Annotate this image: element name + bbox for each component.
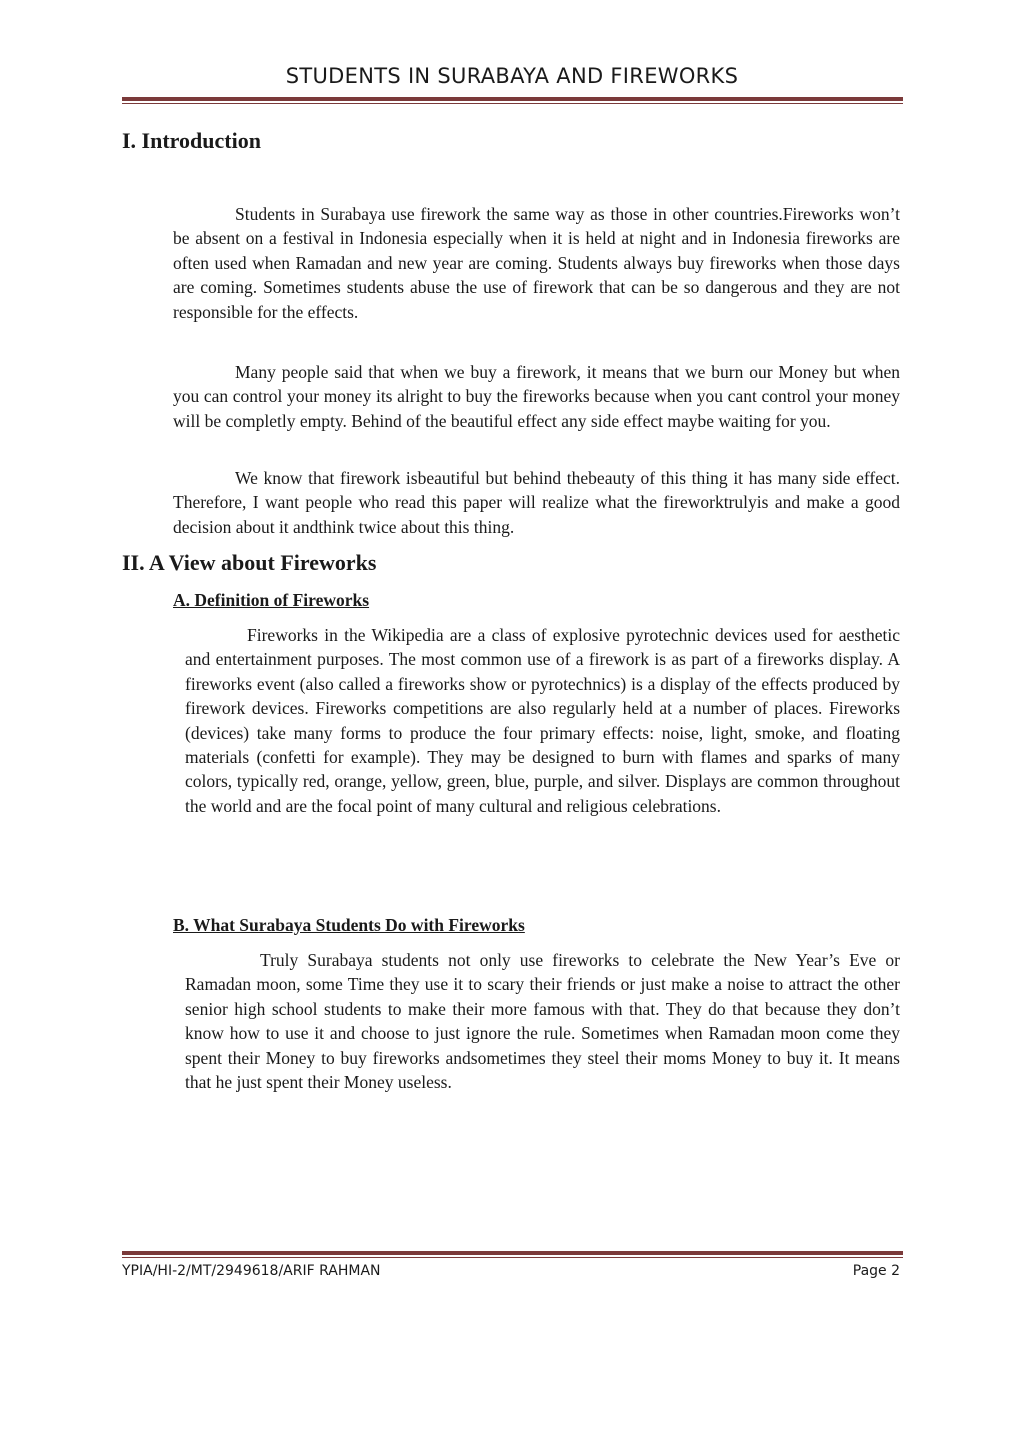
intro-paragraph-2: Many people said that when we buy a firework, it means that we burn our Money but when you can control your money its alright to buy the fireworks because when you cant control your money will be completly empty. Behind of the beautiful effect any side effect maybe waiting for you. xyxy=(173,362,900,431)
footer-page-number: Page 2 xyxy=(852,1263,900,1279)
page-header-title: STUDENTS IN SURABAYA AND FIREWORKS xyxy=(285,64,739,88)
section-heading-view-about-fireworks: II. A View about Fireworks xyxy=(122,550,377,575)
definition-paragraph: Fireworks in the Wikipedia are a class of explosive pyrotechnic devices used for aesthetic and entertainment purposes. The most common use of a firework is as part of a fireworks display. A fireworks event (also called a fireworks show or pyrotechnics) is a display of the effects produced by firework devices. Fireworks competitions are also regularly held at a number of places. Fireworks (devices) take many forms to produce the four primary effects: noise, light, smoke, and floating materials (confetti for example). They may be designed to burn with flames and sparks of many colors, typically red, orange, yellow, green, blue, purple, and silver. Displays are common throughout the world and are the focal point of many cultural and religious celebrations. xyxy=(185,625,900,816)
header-divider xyxy=(122,97,903,104)
section-heading-introduction: I. Introduction xyxy=(122,128,261,153)
subsection-heading-definition: A. Definition of Fireworks xyxy=(173,590,370,610)
what-students-do-paragraph: Truly Surabaya students not only use fireworks to celebrate the New Year’s Eve or Ramadan moon, some Time they use it to scary their friends or just make a noise to attract the other senior high school students to make their more famous with that. They do that because they don’t know how to use it and choose to just ignore the rule. Sometimes when Ramadan moon come they spent their Money to buy fireworks andsometimes they steel their moms Money to buy it. It means that he just spent their Money useless. xyxy=(185,950,900,1093)
intro-paragraph-1: Students in Surabaya use firework the same way as those in other countries.Fireworks won’t be absent on a festival in Indonesia especially when it is held at night and in Indonesia fireworks are often used when Ramadan and new year are coming. Students always buy fireworks when those days are coming. Sometimes students abuse the use of firework that can be so dangerous and they are not responsible for the effects. xyxy=(173,204,900,322)
subsection-heading-what-students-do: B. What Surabaya Students Do with Fireworks xyxy=(173,915,525,935)
intro-paragraph-3: We know that firework isbeautiful but behind thebeauty of this thing it has many side effect. Therefore, I want people who read this paper will realize what the fireworktrulyis and make a good decision about it andthink twice about this thing. xyxy=(173,468,900,537)
footer-divider xyxy=(122,1251,903,1258)
footer-author-id: YPIA/HI-2/MT/2949618/ARIF RAHMAN xyxy=(122,1263,381,1279)
